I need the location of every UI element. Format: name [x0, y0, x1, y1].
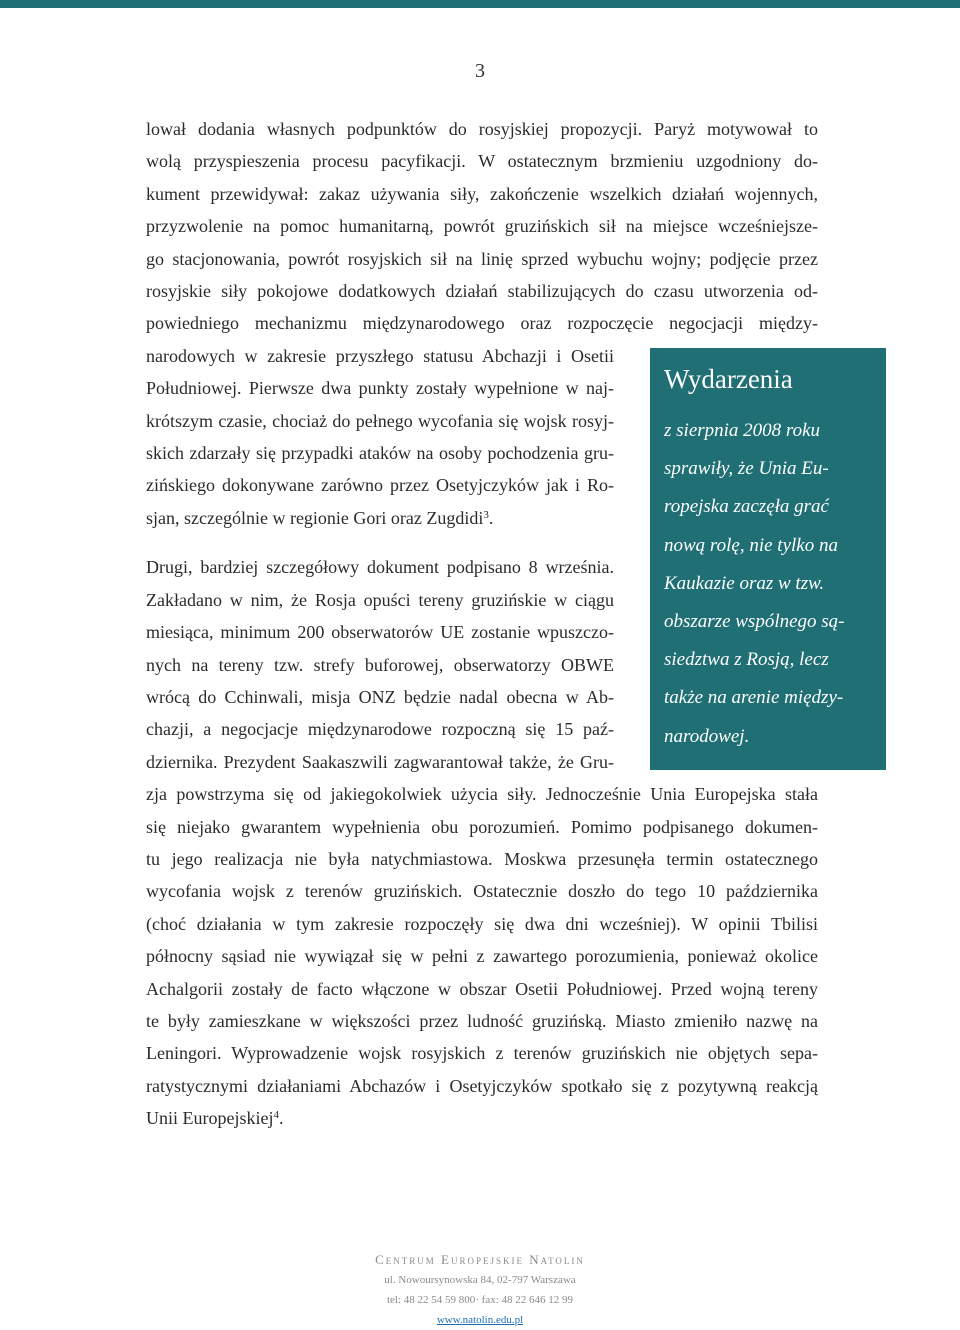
- text-line: tu jego realizacja nie była natychmiastowa. Moskwa przesunęła termin ostatecznego: [146, 848, 818, 869]
- text-line: Drugi, bardziej szczegółowy dokument podpisano 8 września.: [146, 557, 614, 578]
- pull-quote-line: ropejska zaczęła grać: [664, 496, 829, 518]
- text-line: go stacjonowania, powrót rosyjskich sił na linię sprzed wybuchu wojny; podjęcie przez: [146, 248, 818, 269]
- text-line: narodowych w zakresie przyszłego statusu Abchazji i Osetii: [146, 345, 614, 366]
- text-line: się niejako gwarantem wypełnienia obu porozumień. Pomimo podpisanego dokumen-: [146, 816, 818, 837]
- text-line: wycofania wojsk z terenów gruzińskich. Ostatecznie doszło do tego 10 października: [146, 881, 818, 902]
- pull-quote-box: [650, 348, 886, 770]
- text-line: lował dodania własnych podpunktów do rosyjskiej propozycji. Paryż motywował to: [146, 119, 818, 139]
- text-line: wolą przyspieszenia procesu pacyfikacji. W ostatecznym brzmieniu uzgodniony do-: [146, 151, 818, 172]
- text-line: skich zdarzały się przypadki ataków na osoby pochodzenia gru-: [146, 443, 614, 464]
- text-line: rosyjskie siły pokojowe dodatkowych działań stabilizujących do czasu utworzenia od-: [146, 281, 818, 302]
- pull-quote-line: z sierpnia 2008 roku: [664, 420, 821, 441]
- text-fragment: Unii Europejskiej: [146, 1108, 274, 1129]
- text-line: Leningori. Wyprowadzenie wojsk rosyjskich z terenów gruzińskich nie objętych sepa-: [146, 1043, 818, 1064]
- footer-organization: Centrum Europejskie Natolin: [375, 1252, 585, 1267]
- text-line: kument przewidywał: zakaz używania siły, zakończenie wszelkich działań wojennych,: [146, 183, 818, 204]
- pull-quote-line: obszarze wspólnego są-: [664, 611, 845, 633]
- text-fragment: .: [278, 1108, 284, 1129]
- text-line: Południowej. Pierwsze dwa punkty zostały wypełnione w naj-: [146, 378, 614, 399]
- pull-quote-line: siedztwa z Rosją, lecz: [664, 649, 829, 671]
- pull-quote-line: nową rolę, nie tylko na: [664, 534, 838, 556]
- text-line: chazji, a negocjacje międzynarodowe rozpoczną się 15 paź-: [146, 719, 614, 740]
- text-line: nych na tereny tzw. strefy buforowej, obserwatorzy OBWE: [146, 654, 614, 675]
- footer-contact: tel: 48 22 54 59 800· fax: 48 22 646 12 99: [386, 1294, 574, 1306]
- text-fragment: sjan, szczególnie w regionie Gori oraz Zugdidi: [146, 507, 484, 528]
- page-footer: [0, 1250, 960, 1330]
- pull-quote-text: [664, 412, 876, 756]
- text-line: te były zamieszkane w większości przez ludność gruzińską. Miasto zmieniło nazwę na: [146, 1010, 818, 1031]
- text-line: wrócą do Cchinwali, misja ONZ będzie nadal obecna w Ab-: [146, 686, 614, 707]
- text-line: ratystycznymi działaniami Abchazów i Osetyjczyków spotkało się z pozytywną reakcją: [146, 1075, 818, 1096]
- footnote-ref-3[interactable]: 3: [483, 508, 489, 521]
- text-line: Zakładano w nim, że Rosja opuści tereny gruzińskie w ciągu: [146, 589, 614, 610]
- footnote-ref-4[interactable]: 4: [273, 1109, 279, 1122]
- footer-website-link[interactable]: www.natolin.edu.pl: [436, 1314, 524, 1326]
- pull-quote-line: narodowej.: [664, 725, 750, 747]
- text-line: zińskiego dokonywane zarówno przez Osetyjczyków jak i Ro-: [146, 475, 614, 496]
- text-line: północny sąsiad nie wywiązał się w pełni z zawartego porozumienia, ponieważ okolice: [146, 946, 818, 967]
- pull-quote-line: sprawiły, że Unia Eu-: [664, 458, 829, 480]
- text-line: zja powstrzyma się od jakiegokolwiek użycia siły. Jednocześnie Unia Europejska stała: [146, 784, 818, 805]
- text-line: krótszym czasie, chociaż do pełnego wycofania się wojsk rosyj-: [146, 410, 614, 431]
- text-line-last: [146, 1102, 818, 1134]
- text-line: przyzwolenie na pomoc humanitarną, powrót gruzińskich sił na miejsce wcześniejsze-: [146, 216, 818, 237]
- top-accent-bar: [0, 0, 960, 8]
- text-line: powiedniego mechanizmu międzynarodowego oraz rozpoczęcie negocjacji między-: [146, 313, 818, 334]
- text-line: Achalgorii zostały de facto włączone w obszar Osetii Południowej. Przed wojną tereny: [146, 978, 818, 999]
- page-number: 3: [475, 60, 485, 82]
- pull-quote-title: Wydarzenia: [664, 364, 793, 394]
- pull-quote-line: Kaukazie oraz w tzw.: [664, 572, 825, 594]
- text-line: (choć działania w tym zakresie rozpoczęły się dwa dni wcześniej). W opinii Tbilisi: [146, 913, 818, 934]
- footer-address: ul. Nowoursynowska 84, 02-797 Warszawa: [384, 1274, 576, 1286]
- text-fragment: .: [488, 507, 494, 528]
- pull-quote-line: także na arenie między-: [664, 687, 844, 709]
- text-line: dziernika. Prezydent Saakaszwili zagwarantował także, że Gru-: [146, 751, 614, 772]
- text-line: miesiąca, minimum 200 obserwatorów UE zostanie wpuszczo-: [146, 622, 614, 643]
